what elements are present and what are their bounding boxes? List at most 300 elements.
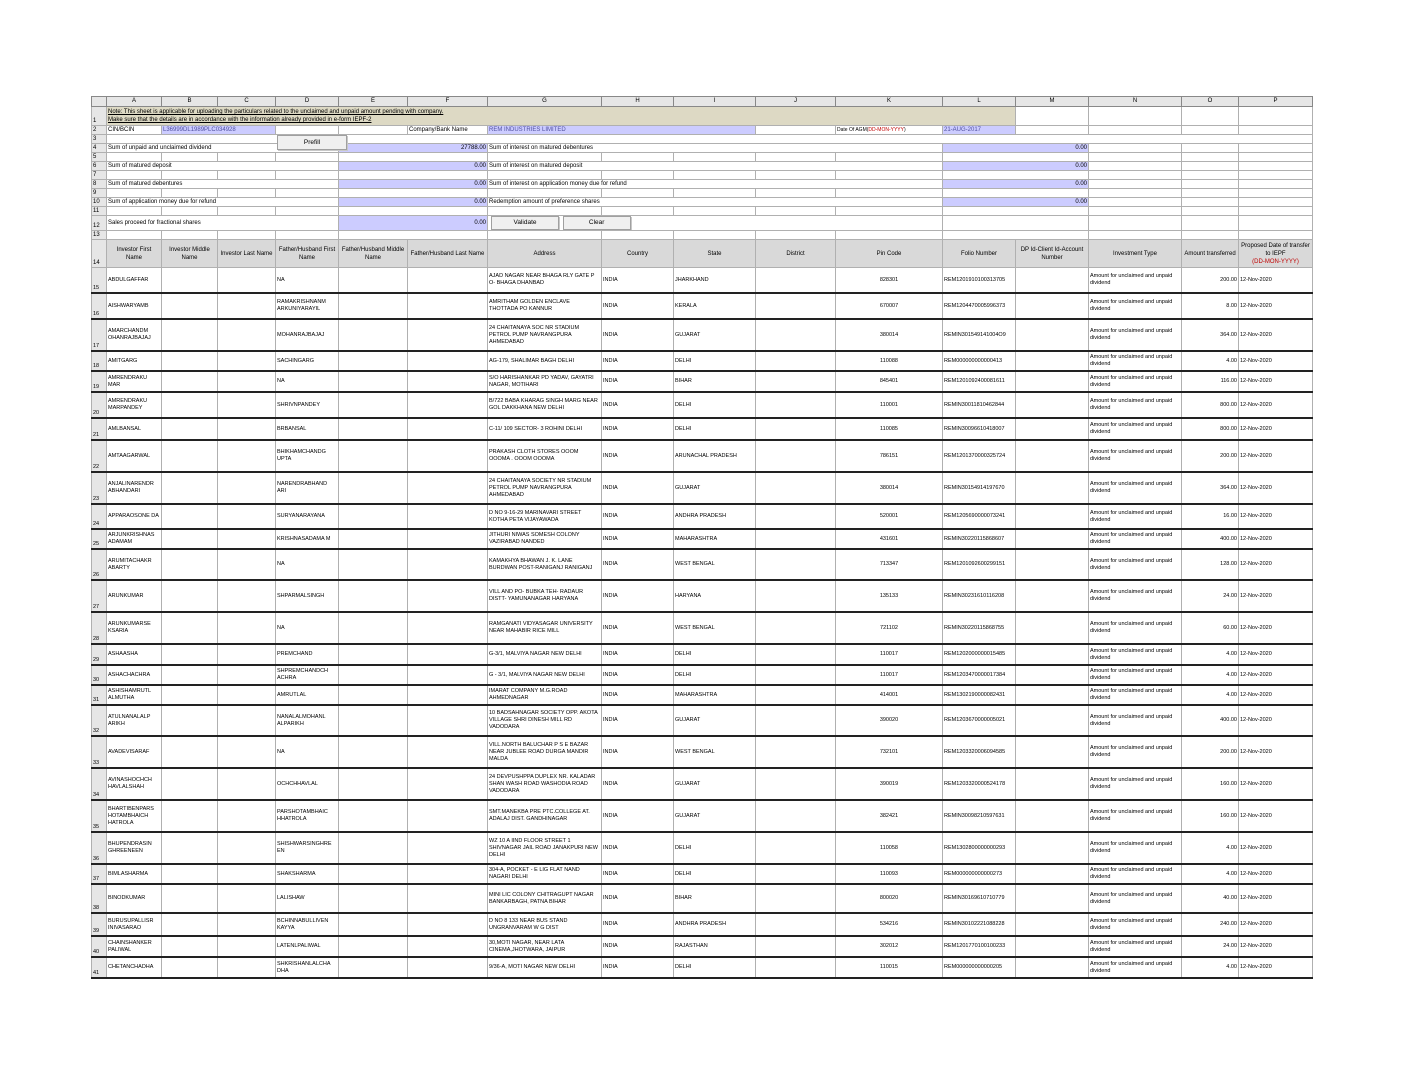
investor-middle-name[interactable]	[162, 832, 218, 864]
column-header[interactable]: M	[1016, 97, 1089, 107]
amount-transferred[interactable]: 24.00	[1182, 580, 1239, 612]
transfer-date[interactable]: 12-Nov-2020	[1239, 580, 1313, 612]
father-last-name[interactable]	[408, 913, 488, 936]
investor-last-name[interactable]	[218, 371, 276, 392]
investor-middle-name[interactable]	[162, 504, 218, 529]
father-middle-name[interactable]	[339, 832, 408, 864]
folio-number[interactable]: REM1201092400081611	[943, 371, 1016, 392]
investor-middle-name[interactable]	[162, 549, 218, 580]
country[interactable]: INDIA	[602, 768, 674, 800]
district[interactable]	[756, 472, 836, 504]
state[interactable]: MAHARASHTRA	[674, 685, 756, 705]
column-header[interactable]: K	[836, 97, 943, 107]
folio-number[interactable]: REMIN30220115868607	[943, 529, 1016, 549]
state[interactable]: DELHI	[674, 665, 756, 685]
father-last-name[interactable]	[408, 665, 488, 685]
investor-middle-name[interactable]	[162, 936, 218, 957]
summary-value[interactable]: 0.00	[339, 180, 488, 189]
investor-last-name[interactable]	[218, 351, 276, 371]
transfer-date[interactable]: 12-Nov-2020	[1239, 351, 1313, 371]
dp-client-id[interactable]	[1016, 736, 1089, 768]
father-middle-name[interactable]	[339, 685, 408, 705]
dp-client-id[interactable]	[1016, 440, 1089, 472]
investor-first-name[interactable]: ASHISHAMRUTL ALMUTHA	[107, 685, 162, 705]
pin-code[interactable]: 135133	[836, 580, 943, 612]
district[interactable]	[756, 580, 836, 612]
dp-client-id[interactable]	[1016, 612, 1089, 644]
dp-client-id[interactable]	[1016, 418, 1089, 440]
pin-code[interactable]: 302012	[836, 936, 943, 957]
pin-code[interactable]: 786151	[836, 440, 943, 472]
company-name-field[interactable]: REM INDUSTRIES LIMITED	[488, 126, 756, 135]
investor-first-name[interactable]: BIMLASHARMA	[107, 864, 162, 884]
investment-type[interactable]: Amount for unclaimed and unpaid dividend	[1089, 936, 1182, 957]
investor-middle-name[interactable]	[162, 351, 218, 371]
father-last-name[interactable]	[408, 549, 488, 580]
investor-first-name[interactable]: AVADEVISARAF	[107, 736, 162, 768]
father-middle-name[interactable]	[339, 705, 408, 736]
investor-middle-name[interactable]	[162, 392, 218, 418]
dp-client-id[interactable]	[1016, 936, 1089, 957]
investment-type[interactable]: Amount for unclaimed and unpaid dividend	[1089, 293, 1182, 319]
address[interactable]: MINI LIC COLONY CHITRAGUPT NAGAR BANKARBAGH, PATNA BIHAR	[488, 884, 602, 913]
pin-code[interactable]: 380014	[836, 319, 943, 351]
row-number[interactable]: 11	[92, 207, 107, 216]
investor-middle-name[interactable]	[162, 736, 218, 768]
row-number[interactable]: 30	[92, 665, 107, 685]
row-number[interactable]: 21	[92, 418, 107, 440]
investor-last-name[interactable]	[218, 705, 276, 736]
amount-transferred[interactable]: 364.00	[1182, 472, 1239, 504]
row-number[interactable]: 35	[92, 800, 107, 832]
father-first-name[interactable]: RAMAKRISHNANM ARKUNIYARAYIL	[276, 293, 339, 319]
transfer-date[interactable]: 12-Nov-2020	[1239, 644, 1313, 665]
father-last-name[interactable]	[408, 371, 488, 392]
row-number[interactable]: 31	[92, 685, 107, 705]
state[interactable]: ANDHRA PRADESH	[674, 913, 756, 936]
row-number[interactable]: 15	[92, 268, 107, 294]
column-header[interactable]: D	[276, 97, 339, 107]
district[interactable]	[756, 936, 836, 957]
investment-type[interactable]: Amount for unclaimed and unpaid dividend	[1089, 884, 1182, 913]
summary-value[interactable]: 27788.00	[339, 144, 488, 153]
district[interactable]	[756, 418, 836, 440]
state[interactable]: GUJARAT	[674, 319, 756, 351]
folio-number[interactable]: REM1203320006094585	[943, 736, 1016, 768]
father-last-name[interactable]	[408, 936, 488, 957]
amount-transferred[interactable]: 400.00	[1182, 529, 1239, 549]
district[interactable]	[756, 705, 836, 736]
address[interactable]: D NO 8 133 NEAR BUS STAND UNGRANVARAM W G DIST	[488, 913, 602, 936]
column-header[interactable]: L	[943, 97, 1016, 107]
father-last-name[interactable]	[408, 504, 488, 529]
father-middle-name[interactable]	[339, 957, 408, 978]
investment-type[interactable]: Amount for unclaimed and unpaid dividend	[1089, 440, 1182, 472]
investment-type[interactable]: Amount for unclaimed and unpaid dividend	[1089, 472, 1182, 504]
district[interactable]	[756, 440, 836, 472]
father-middle-name[interactable]	[339, 644, 408, 665]
folio-number[interactable]: REMIN30231610116208	[943, 580, 1016, 612]
row-number[interactable]: 36	[92, 832, 107, 864]
father-first-name[interactable]: SHPARMALSINGH	[276, 580, 339, 612]
amount-transferred[interactable]: 400.00	[1182, 705, 1239, 736]
investment-type[interactable]: Amount for unclaimed and unpaid dividend	[1089, 957, 1182, 978]
transfer-date[interactable]: 12-Nov-2020	[1239, 319, 1313, 351]
investor-last-name[interactable]	[218, 293, 276, 319]
folio-number[interactable]: REM1203320000524178	[943, 768, 1016, 800]
transfer-date[interactable]: 12-Nov-2020	[1239, 612, 1313, 644]
transfer-date[interactable]: 12-Nov-2020	[1239, 832, 1313, 864]
pin-code[interactable]: 713347	[836, 549, 943, 580]
row-number[interactable]: 28	[92, 612, 107, 644]
father-first-name[interactable]: LALISHAW	[276, 884, 339, 913]
investor-last-name[interactable]	[218, 549, 276, 580]
folio-number[interactable]: REM1302190000082431	[943, 685, 1016, 705]
column-header[interactable]: N	[1089, 97, 1182, 107]
district[interactable]	[756, 665, 836, 685]
state[interactable]: GUJARAT	[674, 800, 756, 832]
investor-middle-name[interactable]	[162, 418, 218, 440]
row-number[interactable]: 17	[92, 319, 107, 351]
address[interactable]: WZ 10 A IIND FLOOR STREET 1 SHIVNAGAR JAIL ROAD JANAKPURI NEW DELHI	[488, 832, 602, 864]
country[interactable]: INDIA	[602, 440, 674, 472]
investment-type[interactable]: Amount for unclaimed and unpaid dividend	[1089, 268, 1182, 294]
dp-client-id[interactable]	[1016, 392, 1089, 418]
amount-transferred[interactable]: 128.00	[1182, 549, 1239, 580]
investor-middle-name[interactable]	[162, 319, 218, 351]
district[interactable]	[756, 832, 836, 864]
amount-transferred[interactable]: 4.00	[1182, 864, 1239, 884]
investor-first-name[interactable]: ARUNKUMAR	[107, 580, 162, 612]
dp-client-id[interactable]	[1016, 504, 1089, 529]
district[interactable]	[756, 644, 836, 665]
transfer-date[interactable]: 12-Nov-2020	[1239, 884, 1313, 913]
address[interactable]: C-11/ 109 SECTOR- 3 ROHINI DELHI	[488, 418, 602, 440]
father-first-name[interactable]: KRISHNASADAMA M	[276, 529, 339, 549]
dp-client-id[interactable]	[1016, 580, 1089, 612]
row-number[interactable]: 38	[92, 884, 107, 913]
country[interactable]: INDIA	[602, 957, 674, 978]
pin-code[interactable]: 414001	[836, 685, 943, 705]
folio-number[interactable]: REM000000000000413	[943, 351, 1016, 371]
state[interactable]: GUJARAT	[674, 472, 756, 504]
investor-first-name[interactable]: AISHWARYAMB	[107, 293, 162, 319]
investor-middle-name[interactable]	[162, 768, 218, 800]
state[interactable]: BIHAR	[674, 371, 756, 392]
validate-button[interactable]: Validate	[491, 216, 559, 230]
father-middle-name[interactable]	[339, 913, 408, 936]
dp-client-id[interactable]	[1016, 665, 1089, 685]
row-number[interactable]: 3	[92, 135, 107, 144]
pin-code[interactable]: 110093	[836, 864, 943, 884]
summary-value[interactable]: 0.00	[339, 198, 488, 207]
row-number[interactable]: 37	[92, 864, 107, 884]
father-middle-name[interactable]	[339, 665, 408, 685]
country[interactable]: INDIA	[602, 685, 674, 705]
address[interactable]: 24 CHAITANAYA SOC NR STADIUM PETROL PUMP NAVRANGPURA AHMEDABAD	[488, 319, 602, 351]
father-middle-name[interactable]	[339, 884, 408, 913]
summary-value[interactable]: 0.00	[339, 216, 488, 231]
investor-first-name[interactable]: AMARCHANDM OHANRAJBAJAJ	[107, 319, 162, 351]
father-middle-name[interactable]	[339, 549, 408, 580]
father-first-name[interactable]: PARSHOTAMBHAIC HHATROLA	[276, 800, 339, 832]
father-first-name[interactable]: SHISHWARSINGHRE EN	[276, 832, 339, 864]
column-header[interactable]: E	[339, 97, 408, 107]
investment-type[interactable]: Amount for unclaimed and unpaid dividend	[1089, 736, 1182, 768]
investor-middle-name[interactable]	[162, 371, 218, 392]
transfer-date[interactable]: 12-Nov-2020	[1239, 504, 1313, 529]
address[interactable]: 30,MOTI NAGAR, NEAR LATA CINEMA,JHOTWARA, JAIPUR	[488, 936, 602, 957]
investor-last-name[interactable]	[218, 418, 276, 440]
father-middle-name[interactable]	[339, 418, 408, 440]
investor-last-name[interactable]	[218, 529, 276, 549]
row-number[interactable]: 7	[92, 171, 107, 180]
address[interactable]: JITHURI NIWAS SOMESH COLONY VAZIRABAD NANDED	[488, 529, 602, 549]
row-number[interactable]: 9	[92, 189, 107, 198]
row-number[interactable]: 29	[92, 644, 107, 665]
folio-number[interactable]: REM1202000000015485	[943, 644, 1016, 665]
father-first-name[interactable]: BRBANSAL	[276, 418, 339, 440]
country[interactable]: INDIA	[602, 268, 674, 294]
father-first-name[interactable]: NARENDRABHAND ARI	[276, 472, 339, 504]
row-number[interactable]: 20	[92, 392, 107, 418]
country[interactable]: INDIA	[602, 392, 674, 418]
country[interactable]: INDIA	[602, 351, 674, 371]
transfer-date[interactable]: 12-Nov-2020	[1239, 529, 1313, 549]
transfer-date[interactable]: 12-Nov-2020	[1239, 392, 1313, 418]
district[interactable]	[756, 371, 836, 392]
investor-first-name[interactable]: AMTAAGARWAL	[107, 440, 162, 472]
row-number[interactable]: 5	[92, 153, 107, 162]
row-number[interactable]: 24	[92, 504, 107, 529]
district[interactable]	[756, 685, 836, 705]
summary-value[interactable]: 0.00	[943, 144, 1089, 153]
amount-transferred[interactable]: 40.00	[1182, 884, 1239, 913]
address[interactable]: AJAD NAGAR NEAR BHAGA RLY GATE P O- BHAGA DHANBAD	[488, 268, 602, 294]
father-last-name[interactable]	[408, 612, 488, 644]
folio-number[interactable]: REM1201092600299151	[943, 549, 1016, 580]
pin-code[interactable]: 828301	[836, 268, 943, 294]
investor-middle-name[interactable]	[162, 705, 218, 736]
investor-middle-name[interactable]	[162, 580, 218, 612]
father-middle-name[interactable]	[339, 319, 408, 351]
pin-code[interactable]: 110015	[836, 957, 943, 978]
country[interactable]: INDIA	[602, 418, 674, 440]
address[interactable]: IMARAT COMPANY M.G.ROAD AHMEDNAGAR	[488, 685, 602, 705]
investment-type[interactable]: Amount for unclaimed and unpaid dividend	[1089, 644, 1182, 665]
investor-first-name[interactable]: APPARAOSONE DA	[107, 504, 162, 529]
investment-type[interactable]: Amount for unclaimed and unpaid dividend	[1089, 800, 1182, 832]
investor-middle-name[interactable]	[162, 612, 218, 644]
investor-last-name[interactable]	[218, 392, 276, 418]
column-header[interactable]: I	[674, 97, 756, 107]
investment-type[interactable]: Amount for unclaimed and unpaid dividend	[1089, 705, 1182, 736]
father-last-name[interactable]	[408, 472, 488, 504]
country[interactable]: INDIA	[602, 936, 674, 957]
father-middle-name[interactable]	[339, 612, 408, 644]
father-first-name[interactable]: NANALALMOHANL ALPARIKH	[276, 705, 339, 736]
investor-first-name[interactable]: ATULNANALALP ARIKH	[107, 705, 162, 736]
father-middle-name[interactable]	[339, 371, 408, 392]
column-header[interactable]: A	[107, 97, 162, 107]
investment-type[interactable]: Amount for unclaimed and unpaid dividend	[1089, 665, 1182, 685]
investor-middle-name[interactable]	[162, 913, 218, 936]
state[interactable]: HARYANA	[674, 580, 756, 612]
row-number[interactable]: 22	[92, 440, 107, 472]
state[interactable]: WEST BENGAL	[674, 549, 756, 580]
dp-client-id[interactable]	[1016, 529, 1089, 549]
transfer-date[interactable]: 12-Nov-2020	[1239, 800, 1313, 832]
row-number[interactable]: 27	[92, 580, 107, 612]
state[interactable]: DELHI	[674, 957, 756, 978]
row-number[interactable]: 4	[92, 144, 107, 153]
address[interactable]: AMRITHAM GOLDEN ENCLAVE THOTTADA PO KANNUR	[488, 293, 602, 319]
state[interactable]: RAJASTHAN	[674, 936, 756, 957]
transfer-date[interactable]: 12-Nov-2020	[1239, 736, 1313, 768]
amount-transferred[interactable]: 200.00	[1182, 736, 1239, 768]
agm-date-field[interactable]: 21-AUG-2017	[943, 126, 1016, 135]
state[interactable]: WEST BENGAL	[674, 612, 756, 644]
country[interactable]: INDIA	[602, 800, 674, 832]
row-number[interactable]: 19	[92, 371, 107, 392]
summary-value[interactable]: 0.00	[339, 162, 488, 171]
investor-middle-name[interactable]	[162, 864, 218, 884]
transfer-date[interactable]: 12-Nov-2020	[1239, 685, 1313, 705]
investor-middle-name[interactable]	[162, 957, 218, 978]
country[interactable]: INDIA	[602, 580, 674, 612]
address[interactable]: G-3/1, MALVIYA NAGAR NEW DELHI	[488, 644, 602, 665]
amount-transferred[interactable]: 4.00	[1182, 644, 1239, 665]
father-middle-name[interactable]	[339, 440, 408, 472]
father-first-name[interactable]: LATENLPALIWAL	[276, 936, 339, 957]
column-header[interactable]: J	[756, 97, 836, 107]
investor-last-name[interactable]	[218, 884, 276, 913]
row-number[interactable]: 34	[92, 768, 107, 800]
address[interactable]: VILL.NORTH BALUCHAR P S E BAZAR NEAR JUBLEE ROAD DURGA MANDIR MALDA	[488, 736, 602, 768]
column-header[interactable]: P	[1239, 97, 1313, 107]
folio-number[interactable]: REMIN30096610418007	[943, 418, 1016, 440]
district[interactable]	[756, 351, 836, 371]
country[interactable]: INDIA	[602, 549, 674, 580]
father-last-name[interactable]	[408, 319, 488, 351]
father-last-name[interactable]	[408, 351, 488, 371]
transfer-date[interactable]: 12-Nov-2020	[1239, 913, 1313, 936]
state[interactable]: WEST BENGAL	[674, 736, 756, 768]
investment-type[interactable]: Amount for unclaimed and unpaid dividend	[1089, 418, 1182, 440]
father-first-name[interactable]: SHAKSHARMA	[276, 864, 339, 884]
investment-type[interactable]: Amount for unclaimed and unpaid dividend	[1089, 768, 1182, 800]
pin-code[interactable]: 110088	[836, 351, 943, 371]
investor-last-name[interactable]	[218, 736, 276, 768]
father-middle-name[interactable]	[339, 529, 408, 549]
country[interactable]: INDIA	[602, 864, 674, 884]
folio-number[interactable]: REMIN30098210597631	[943, 800, 1016, 832]
folio-number[interactable]: REM1201370000325724	[943, 440, 1016, 472]
folio-number[interactable]: REMIN30011810462844	[943, 392, 1016, 418]
address[interactable]: SMT.MANEKBA PRE PTC.COLLEGE AT. ADALAJ DIST. GANDHINAGAR	[488, 800, 602, 832]
district[interactable]	[756, 768, 836, 800]
address[interactable]: PRAKASH CLOTH STORES OOOM OOOMA . OOOM OOOMA	[488, 440, 602, 472]
dp-client-id[interactable]	[1016, 549, 1089, 580]
amount-transferred[interactable]: 60.00	[1182, 612, 1239, 644]
pin-code[interactable]: 380014	[836, 472, 943, 504]
row-number[interactable]: 10	[92, 198, 107, 207]
dp-client-id[interactable]	[1016, 351, 1089, 371]
investor-first-name[interactable]: ARUMITACHAKR ABARTY	[107, 549, 162, 580]
father-middle-name[interactable]	[339, 472, 408, 504]
dp-client-id[interactable]	[1016, 957, 1089, 978]
row-number[interactable]: 6	[92, 162, 107, 171]
father-first-name[interactable]: SHKRISHANLALCHA DHA	[276, 957, 339, 978]
father-middle-name[interactable]	[339, 936, 408, 957]
amount-transferred[interactable]: 160.00	[1182, 800, 1239, 832]
district[interactable]	[756, 864, 836, 884]
state[interactable]: DELHI	[674, 392, 756, 418]
father-first-name[interactable]: OCHCHHAVLAL	[276, 768, 339, 800]
father-first-name[interactable]: NA	[276, 736, 339, 768]
father-last-name[interactable]	[408, 884, 488, 913]
amount-transferred[interactable]: 160.00	[1182, 768, 1239, 800]
folio-number[interactable]: REM000000000000205	[943, 957, 1016, 978]
father-last-name[interactable]	[408, 418, 488, 440]
investor-middle-name[interactable]	[162, 472, 218, 504]
folio-number[interactable]: REMIN301549141004O9	[943, 319, 1016, 351]
investment-type[interactable]: Amount for unclaimed and unpaid dividend	[1089, 580, 1182, 612]
amount-transferred[interactable]: 116.00	[1182, 371, 1239, 392]
row-number[interactable]: 25	[92, 529, 107, 549]
address[interactable]: D NO 9-16-29 MARINAVARI STREET KOTHA PETA VIJAYAWADA	[488, 504, 602, 529]
investment-type[interactable]: Amount for unclaimed and unpaid dividend	[1089, 504, 1182, 529]
father-last-name[interactable]	[408, 580, 488, 612]
address[interactable]: KAMAKHYA BHAWAN J. K. LANE BURDWAN POST-RANIGANJ RANIGANJ	[488, 549, 602, 580]
amount-transferred[interactable]: 4.00	[1182, 832, 1239, 864]
state[interactable]: DELHI	[674, 644, 756, 665]
column-header[interactable]: O	[1182, 97, 1239, 107]
column-header[interactable]: B	[162, 97, 218, 107]
folio-number[interactable]: REM000000000000273	[943, 864, 1016, 884]
country[interactable]: INDIA	[602, 529, 674, 549]
district[interactable]	[756, 800, 836, 832]
investor-first-name[interactable]: ARJUNKRISHNAS ADAMAM	[107, 529, 162, 549]
district[interactable]	[756, 957, 836, 978]
father-last-name[interactable]	[408, 832, 488, 864]
amount-transferred[interactable]: 24.00	[1182, 936, 1239, 957]
investor-middle-name[interactable]	[162, 529, 218, 549]
select-all-corner[interactable]	[92, 97, 107, 107]
investor-last-name[interactable]	[218, 665, 276, 685]
transfer-date[interactable]: 12-Nov-2020	[1239, 472, 1313, 504]
father-middle-name[interactable]	[339, 392, 408, 418]
investor-last-name[interactable]	[218, 440, 276, 472]
pin-code[interactable]: 110058	[836, 832, 943, 864]
amount-transferred[interactable]: 8.00	[1182, 293, 1239, 319]
cin-field[interactable]: L36999DL1989PLC034928	[162, 126, 276, 135]
district[interactable]	[756, 549, 836, 580]
investor-first-name[interactable]: BURUSUPALLISR INIVASARAO	[107, 913, 162, 936]
state[interactable]: MAHARASHTRA	[674, 529, 756, 549]
father-first-name[interactable]: SURYANARAYANA	[276, 504, 339, 529]
summary-value[interactable]: 0.00	[943, 162, 1089, 171]
investor-first-name[interactable]: ABDULGAFFAR	[107, 268, 162, 294]
father-last-name[interactable]	[408, 705, 488, 736]
folio-number[interactable]: REMIN30169610710779	[943, 884, 1016, 913]
investor-last-name[interactable]	[218, 913, 276, 936]
folio-number[interactable]: REMIN30220115868755	[943, 612, 1016, 644]
amount-transferred[interactable]: 4.00	[1182, 685, 1239, 705]
transfer-date[interactable]: 12-Nov-2020	[1239, 371, 1313, 392]
investor-first-name[interactable]: ASHAASHA	[107, 644, 162, 665]
dp-client-id[interactable]	[1016, 768, 1089, 800]
